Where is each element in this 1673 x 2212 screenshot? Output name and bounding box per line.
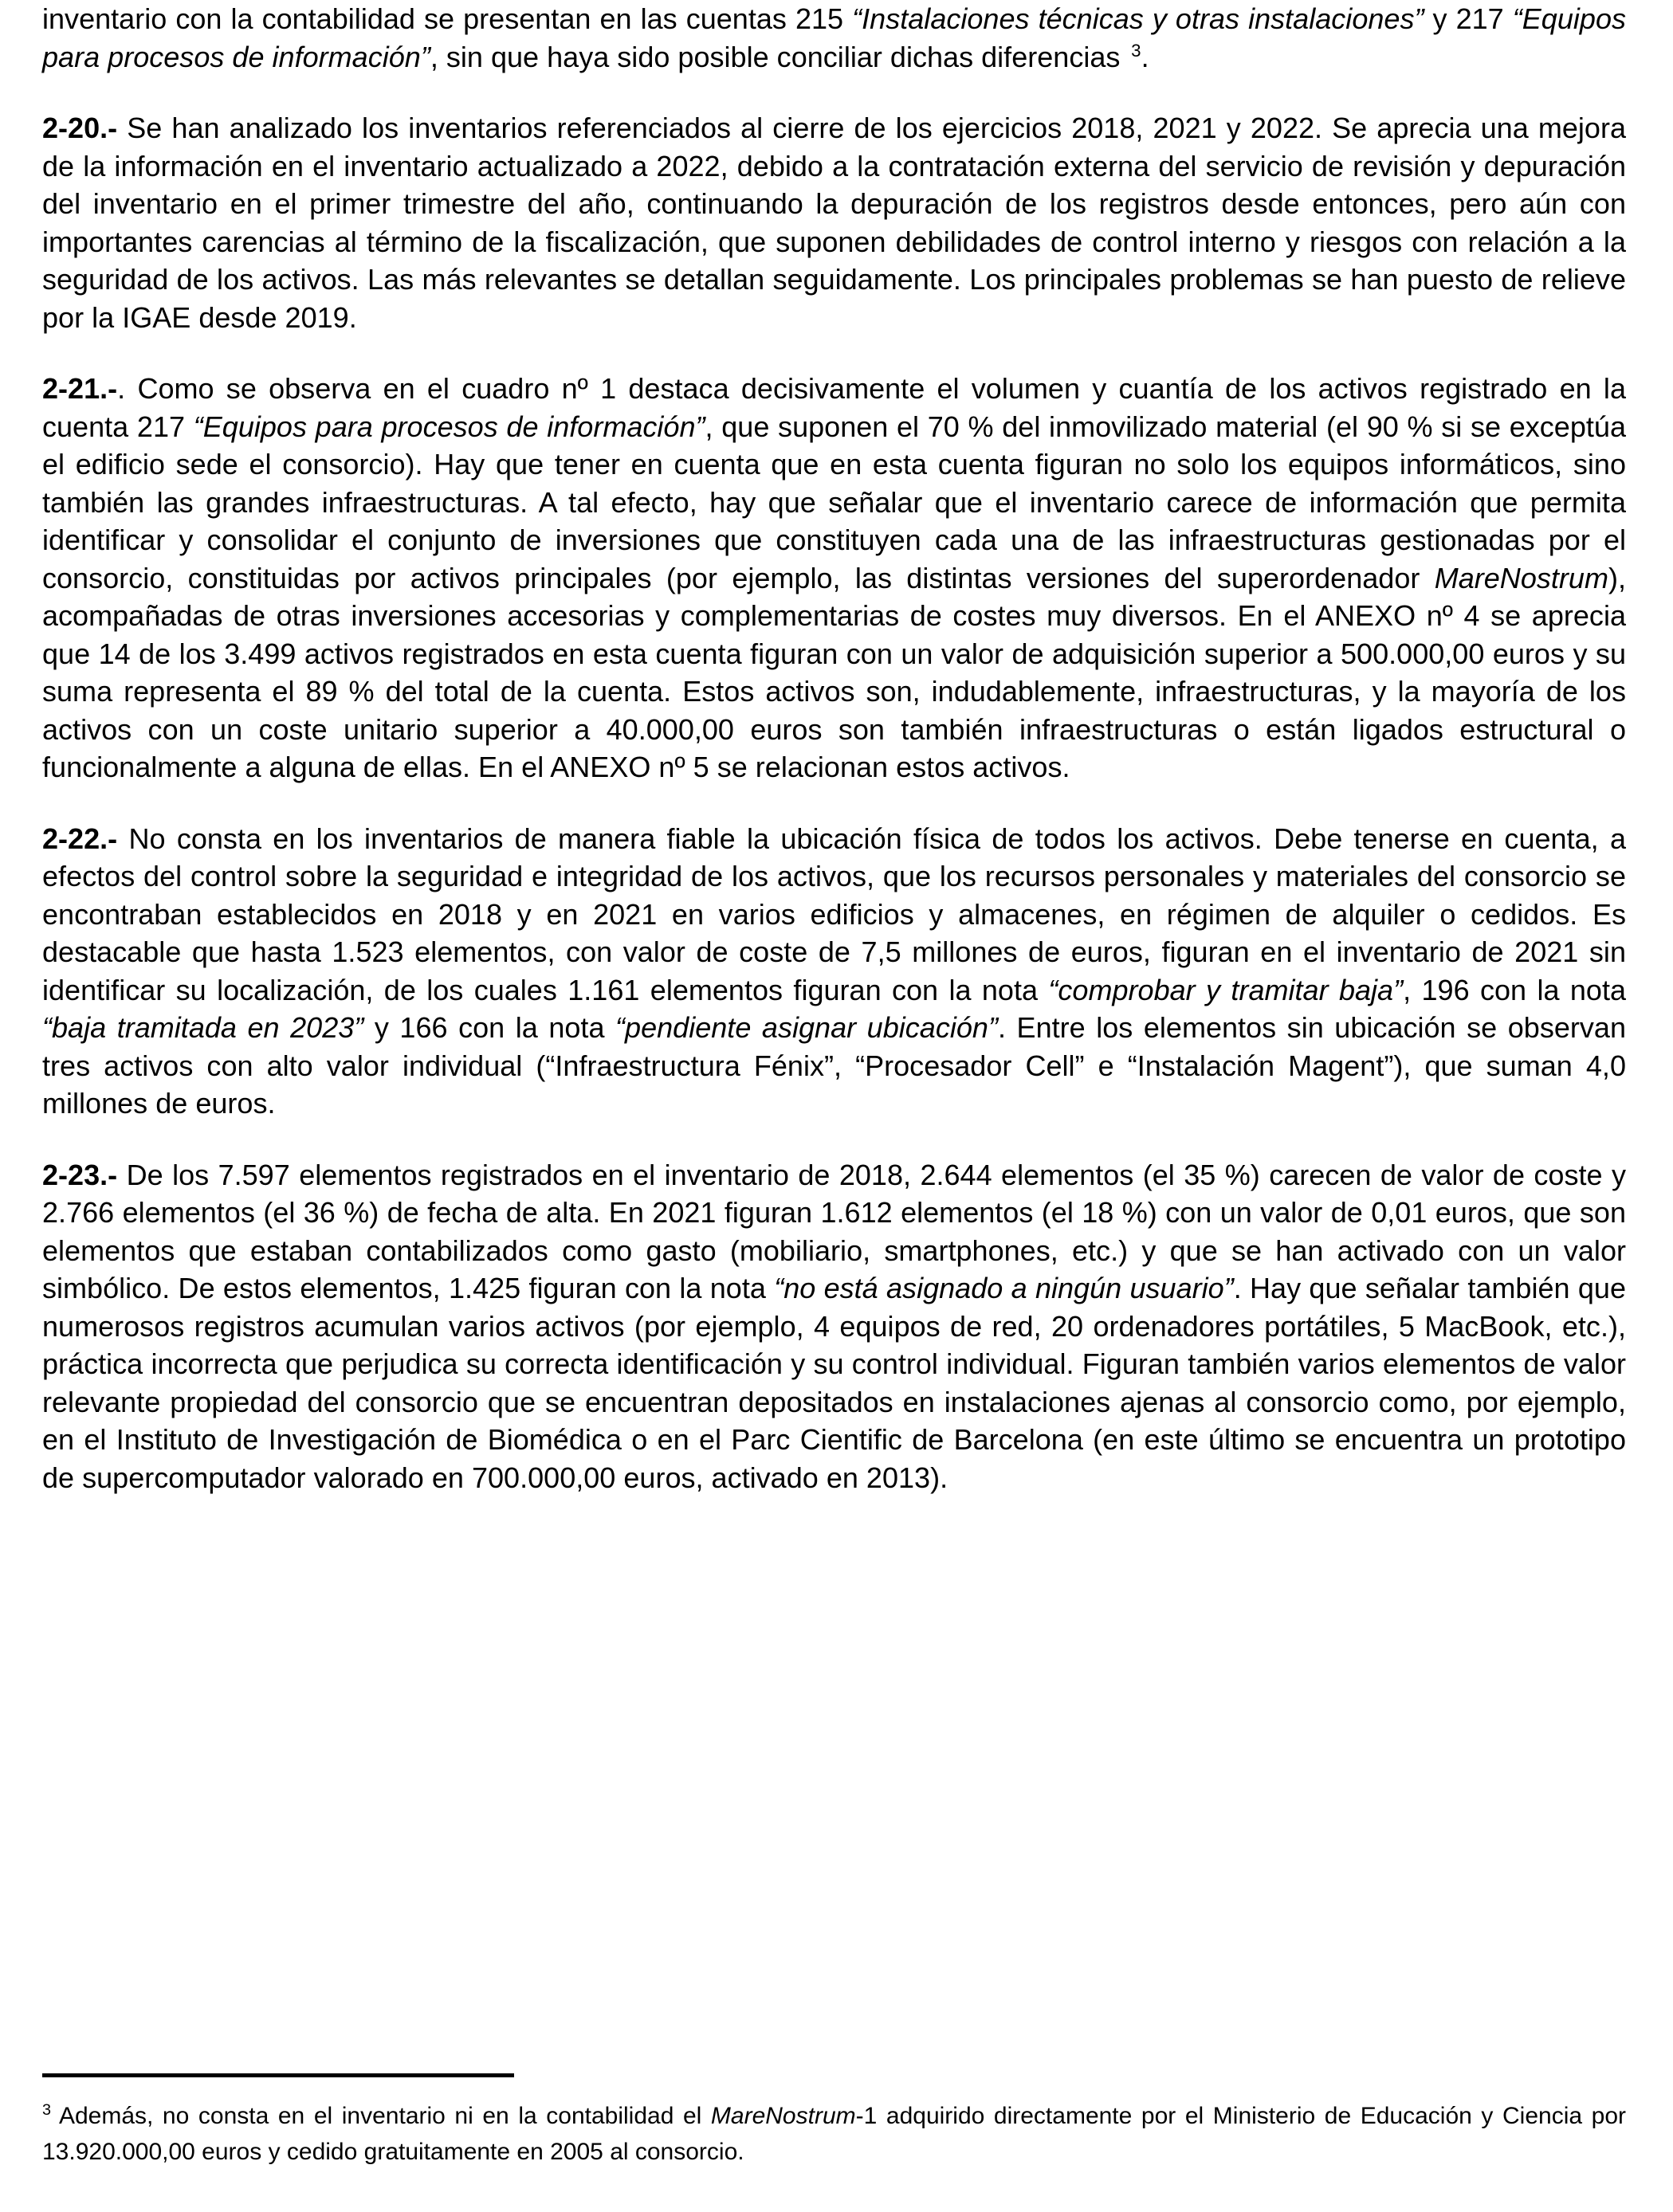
paragraph-number: 2-23.- xyxy=(42,1158,118,1191)
italic-text: MareNostrum xyxy=(1434,561,1608,594)
footnote-marker-space xyxy=(1120,41,1131,73)
paragraph-2-22: 2-22.- No consta en los inventarios de manera fiable la ubicación física de todos los activos. Debe tenerse en cuenta, a efectos del control sobre la seguridad e integridad de los activos, que los recursos personales y materiales del consorcio se encontraban establecidos en 2018 y en 2021 en varios edificios y almacenes, en régimen de alquiler o cedidos. Es destacable que hasta 1.523 elementos, con valor de coste de 7,5 millones de euros, figuran en el inventario de 2021 sin identificar su localización, de los cuales 1.161 elementos figuran con la nota “comprobar y tramitar baja”, 196 con la nota “baja tramitada en 2023” y 166 con la nota “pendiente asignar ubicación”. Entre los elementos sin ubicación se observan tres activos con alto valor individual (“Infraestructura Fénix”, “Procesador Cell” e “Instalación Magent”), que suman 4,0 millones de euros. xyxy=(42,822,1627,1120)
italic-text: MareNostrum xyxy=(710,2103,856,2129)
paragraph-number: 2-20.- xyxy=(42,112,118,144)
footnote-reference-marker[interactable]: 3 xyxy=(1131,40,1141,61)
italic-text: “pendiente asignar ubicación” xyxy=(615,1011,998,1044)
footnote-separator-rule xyxy=(42,2073,514,2077)
body-text-column xyxy=(42,0,1626,1496)
italic-text: “Equipos para procesos de información” xyxy=(42,2,1627,73)
italic-text: “comprobar y tramitar baja” xyxy=(1048,973,1404,1006)
footnote-3: $^3$ Además, no consta en el inventario ni en la contabilidad el MareNostrum-1 adquirido directamente por el Ministerio de Educación y Ciencia por 13.920.000,00 euros y cedido gratuitamente en 2005 al consorcio. xyxy=(42,2101,1626,2165)
italic-text: “baja tramitada en 2023” xyxy=(42,1011,364,1044)
paragraph-2-21: 2-21.-. Como se observa en el cuadro nº 1 destaca decisivamente el volumen y cuantía de los activos registrado en la cuenta 217 “Equipos para procesos de información”, que suponen el 70 % del inmovilizado material (el 90 % si se exceptúa el edificio sede el consorcio). Hay que tener en cuenta que en esta cuenta figuran no solo los equipos informáticos, sino también las grandes infraestructuras. A tal efecto, hay que señalar que el inventario carece de información que permita identificar y consolidar el conjunto de inversiones que constituyen cada una de las infraestructuras gestionadas por el consorcio, constituidas por activos principales (por ejemplo, las distintas versiones del superordenador MareNostrum), acompañadas de otras inversiones accesorias y complementarias de costes muy diversos. En el ANEXO nº 4 se aprecia que 14 de los 3.499 activos registrados en esta cuenta figuran con un valor de adquisición superior a 500.000,00 euros y su suma representa el 89 % del total de la cuenta. Estos activos son, indudablemente, infraestructuras, y la mayoría de los activos con un coste unitario superior a 40.000,00 euros son también infraestructuras o están ligados estructural o funcionalmente a alguna de ellas. En el ANEXO nº 5 se relacionan estos activos. xyxy=(42,372,1626,783)
paragraph-number: 2-21.- xyxy=(42,372,118,405)
paragraph-2-23: 2-23.- De los 7.597 elementos registrados en el inventario de 2018, 2.644 elementos (el 35 %) carecen de valor de coste y 2.766 elementos (el 36 %) de fecha de alta. En 2021 figuran 1.612 elementos (el 18 %) con un valor de 0,01 euros, que son elementos que estaban contabilizados como gasto (mobiliario, smartphones, etc.) y que se han activado con un valor simbólico. De estos elementos, 1.425 figuran con la nota “no está asignado a ningún usuario”. Hay que señalar también que numerosos registros acumulan varios activos (por ejemplo, 4 equipos de red, 20 ordenadores portátiles, 5 MacBook, etc.), práctica incorrecta que perjudica su correcta identificación y su control individual. Figuran también varios elementos de valor relevante propiedad del consorcio que se encuentran depositados en instalaciones ajenas al consorcio como, por ejemplo, en el Instituto de Investigación de Biomédica o en el Parc Cientific de Barcelona (en este último se encuentra un prototipo de supercomputador valorado en 700.000,00 euros, activado en 2013). xyxy=(42,1158,1626,1494)
italic-text: “no está asignado a ningún usuario” xyxy=(774,1272,1234,1304)
footnote-zone xyxy=(42,2073,1626,2170)
italic-text: “Equipos para procesos de información” xyxy=(193,410,705,443)
italic-text: “Instalaciones técnicas y otras instalaciones” xyxy=(852,2,1424,35)
footnote-number: 3 xyxy=(42,2101,52,2119)
continued-paragraph: inventario con la contabilidad se presentan en las cuentas 215 “Instalaciones técnicas y otras instalaciones” y 217 “Equipos para procesos de información”, sin que haya sido posible conciliar dichas diferencias $^3$. xyxy=(42,2,1627,73)
paragraph-number: 2-22.- xyxy=(42,822,118,855)
paragraph-2-20: 2-20.- Se han analizado los inventarios referenciados al cierre de los ejercicios 2018, 2021 y 2022. Se aprecia una mejora de la información en el inventario actualizado a 2022, debido a la contratación externa del servicio de revisión y depuración del inventario en el primer trimestre del año, continuando la depuración de los registros desde entonces, pero aún con importantes carencias al término de la fiscalización, que suponen debilidades de control interno y riesgos con relación a la seguridad de los activos. Las más relevantes se detallan seguidamente. Los principales problemas se han puesto de relieve por la IGAE desde 2019. xyxy=(42,112,1626,334)
